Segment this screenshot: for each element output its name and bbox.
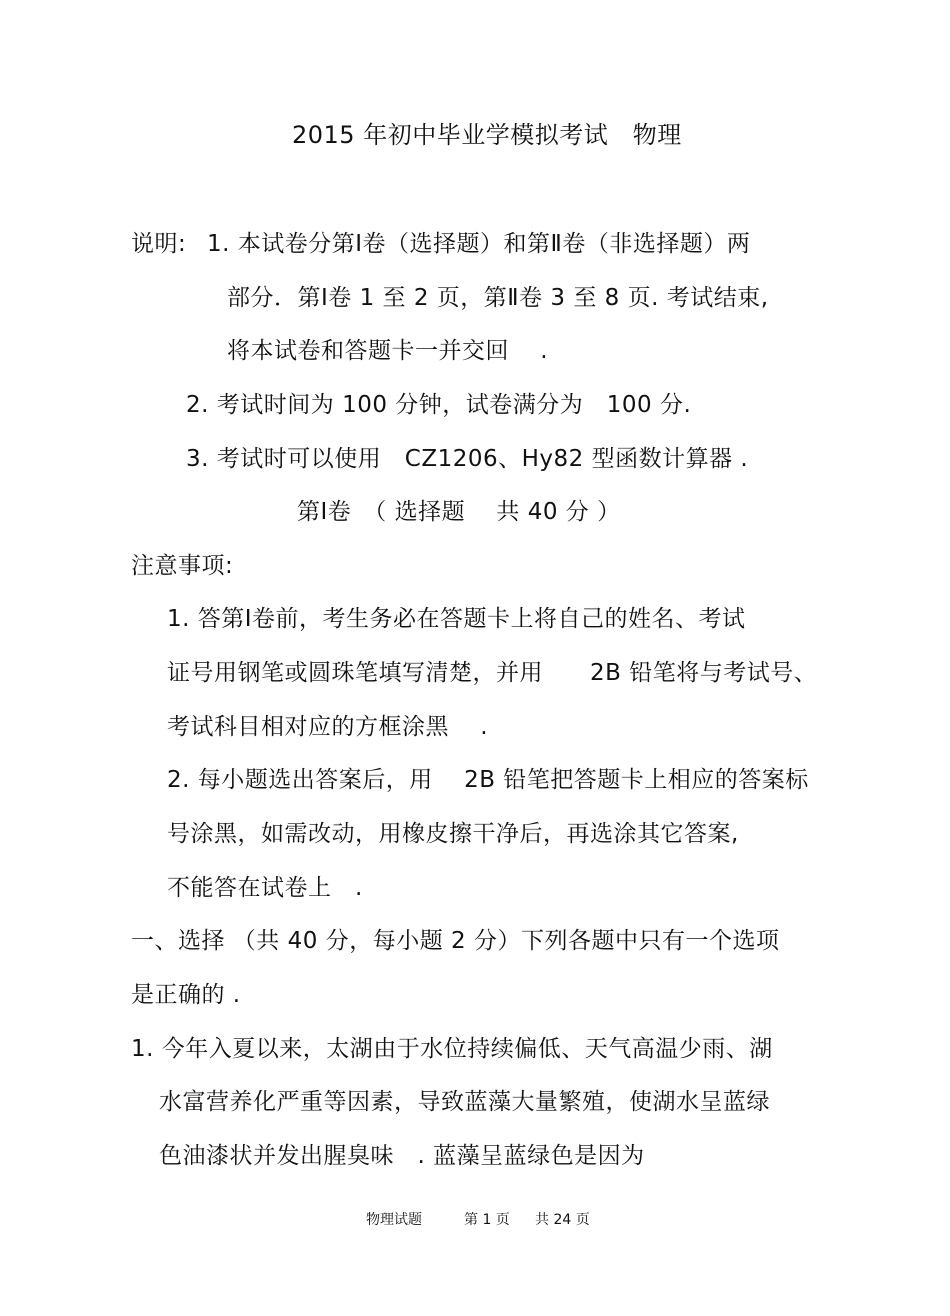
note-1-line-2: 证号用钢笔或圆珠笔填写清楚，并用 2B 铅笔将与考试号、 xyxy=(167,660,818,686)
question-1-line-3: 色油漆状并发出腥臭味 . 蓝藻呈蓝绿色是因为 xyxy=(159,1143,645,1169)
footer-total-pages: 共 24 页 xyxy=(535,1212,590,1228)
notes-label: 注意事项: xyxy=(131,553,234,579)
instructions-label: 说明: xyxy=(131,231,187,257)
section-heading: 第Ⅰ卷 （ 选择题 共 40 分 ） xyxy=(297,499,621,525)
part-1-heading-line-2: 是正确的 . xyxy=(131,982,241,1008)
note-1-line-1: 1. 答第Ⅰ卷前，考生务必在答题卡上将自己的姓名、考试 xyxy=(167,606,746,632)
part-1-heading: 一、选择 （共 40 分，每小题 2 分）下列各题中只有一个选项 xyxy=(131,928,780,954)
question-1-line-2: 水富营养化严重等因素，导致蓝藻大量繁殖，使湖水呈蓝绿 xyxy=(159,1089,770,1115)
note-2-line-2: 号涂黑，如需改动，用橡皮擦干净后，再选涂其它答案, xyxy=(167,821,739,847)
document-title: 2015 年初中毕业学模拟考试 物理 xyxy=(292,121,682,149)
instruction-1-line-3: 将本试卷和答题卡一并交回 . xyxy=(227,338,549,364)
note-2-line-3: 不能答在试卷上 . xyxy=(167,875,363,901)
footer-page-number: 第 1 页 xyxy=(464,1212,510,1228)
note-1-line-3: 考试科目相对应的方框涂黑 . xyxy=(167,714,489,740)
instruction-3: 3. 考试时可以使用 CZ1206、Hy82 型函数计算器 . xyxy=(186,446,749,472)
footer-subject: 物理试题 xyxy=(366,1212,422,1228)
instruction-1-line-2: 部分．第Ⅰ卷 1 至 2 页，第Ⅱ卷 3 至 8 页. 考试结束, xyxy=(227,285,769,311)
instruction-2: 2. 考试时间为 100 分钟，试卷满分为 100 分. xyxy=(186,392,692,418)
instruction-1-line-1: 1. 本试卷分第Ⅰ卷（选择题）和第Ⅱ卷（非选择题）两 xyxy=(207,231,751,257)
question-1-line-1: 1. 今年入夏以来，太湖由于水位持续偏低、天气高温少雨、湖 xyxy=(131,1036,773,1062)
note-2-line-1: 2. 每小题选出答案后，用 2B 铅笔把答题卡上相应的答案标 xyxy=(167,767,809,793)
